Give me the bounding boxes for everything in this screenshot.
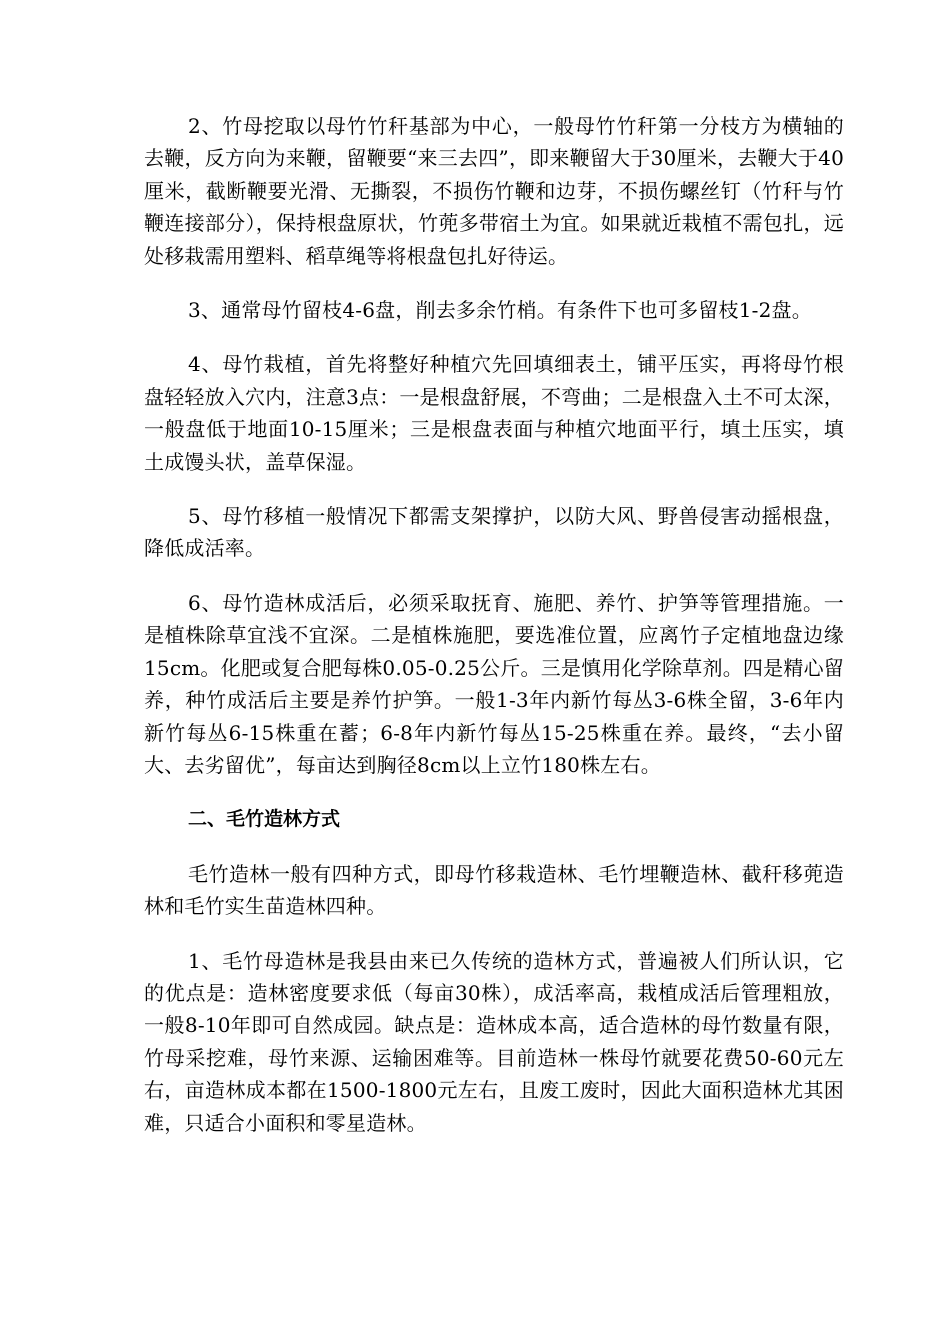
paragraph-mother-bamboo-digging: 2、竹母挖取以母竹竹秆基部为中心，一般母竹竹秆第一分枝方为横轴的去鞭，反方向为来鞭，留鞭要“来三去四”，即来鞭留大于30厘米，去鞭大于40厘米，截断鞭要光滑、无撕裂，不损伤竹鞭和边芽，不损伤螺丝钉（竹秆与竹鞭连接部分），保持根盘原状，竹蔸多带宿土为宜。如果就近栽植不需包扎，远处移栽需用塑料、稻草绳等将根盘包扎好待运。	[144, 114, 844, 268]
paragraph-support: 5、母竹移植一般情况下都需支架撑护，以防大风、野兽侵害动摇根盘，降低成活率。	[144, 504, 844, 561]
paragraph-planting: 4、母竹栽植，首先将整好种植穴先回填细表土，铺平压实，再将母竹根盘轻轻放入穴内，注意3点：一是根盘舒展，不弯曲；二是根盘入土不可太深，一般盘低于地面10-15厘米；三是根盘表面与种植穴地面平行，填土压实，填土成馒头状，盖草保湿。	[144, 352, 844, 474]
section-heading: 二、毛竹造林方式	[188, 808, 341, 831]
paragraph-aftercare: 6、母竹造林成活后，必须采取抚育、施肥、养竹、护笋等管理措施。一是植株除草宜浅不宜深。二是植株施肥，要选准位置，应离竹子定植地盘边缘15cm。化肥或复合肥每株0.05-0.25公斤。三是慎用化学除草剂。四是精心留养，种竹成活后主要是养竹护笋。一般1-3年内新竹每丛3-6株全留，3-6年内新竹每丛6-15株重在蓄；6-8年内新竹每丛15-25株重在养。最终，“去小留大、去劣留优”，每亩达到胸径8cm以上立竹180株左右。	[144, 590, 844, 777]
paragraph-branch-retention: 3、通常母竹留枝4-6盘，削去多余竹梢。有条件下也可多留枝1-2盘。	[188, 298, 812, 323]
document-page	[144, 110, 844, 1161]
paragraph-mother-bamboo-method: 1、毛竹母造林是我县由来已久传统的造林方式，普遍被人们所认识，它的优点是：造林密度要求低（每亩30株），成活率高，栽植成活后管理粗放，一般8-10年即可自然成园。缺点是：造林成本高，适合造林的母竹数量有限，竹母采挖难，母竹来源、运输困难等。目前造林一株母竹就要花费50-60元左右，亩造林成本都在1500-1800元左右，且废工废时，因此大面积造林尤其困难，只适合小面积和零星造林。	[144, 948, 844, 1135]
paragraph-methods-intro: 毛竹造林一般有四种方式，即母竹移栽造林、毛竹埋鞭造林、截秆移蔸造林和毛竹实生苗造林四种。	[144, 861, 844, 919]
